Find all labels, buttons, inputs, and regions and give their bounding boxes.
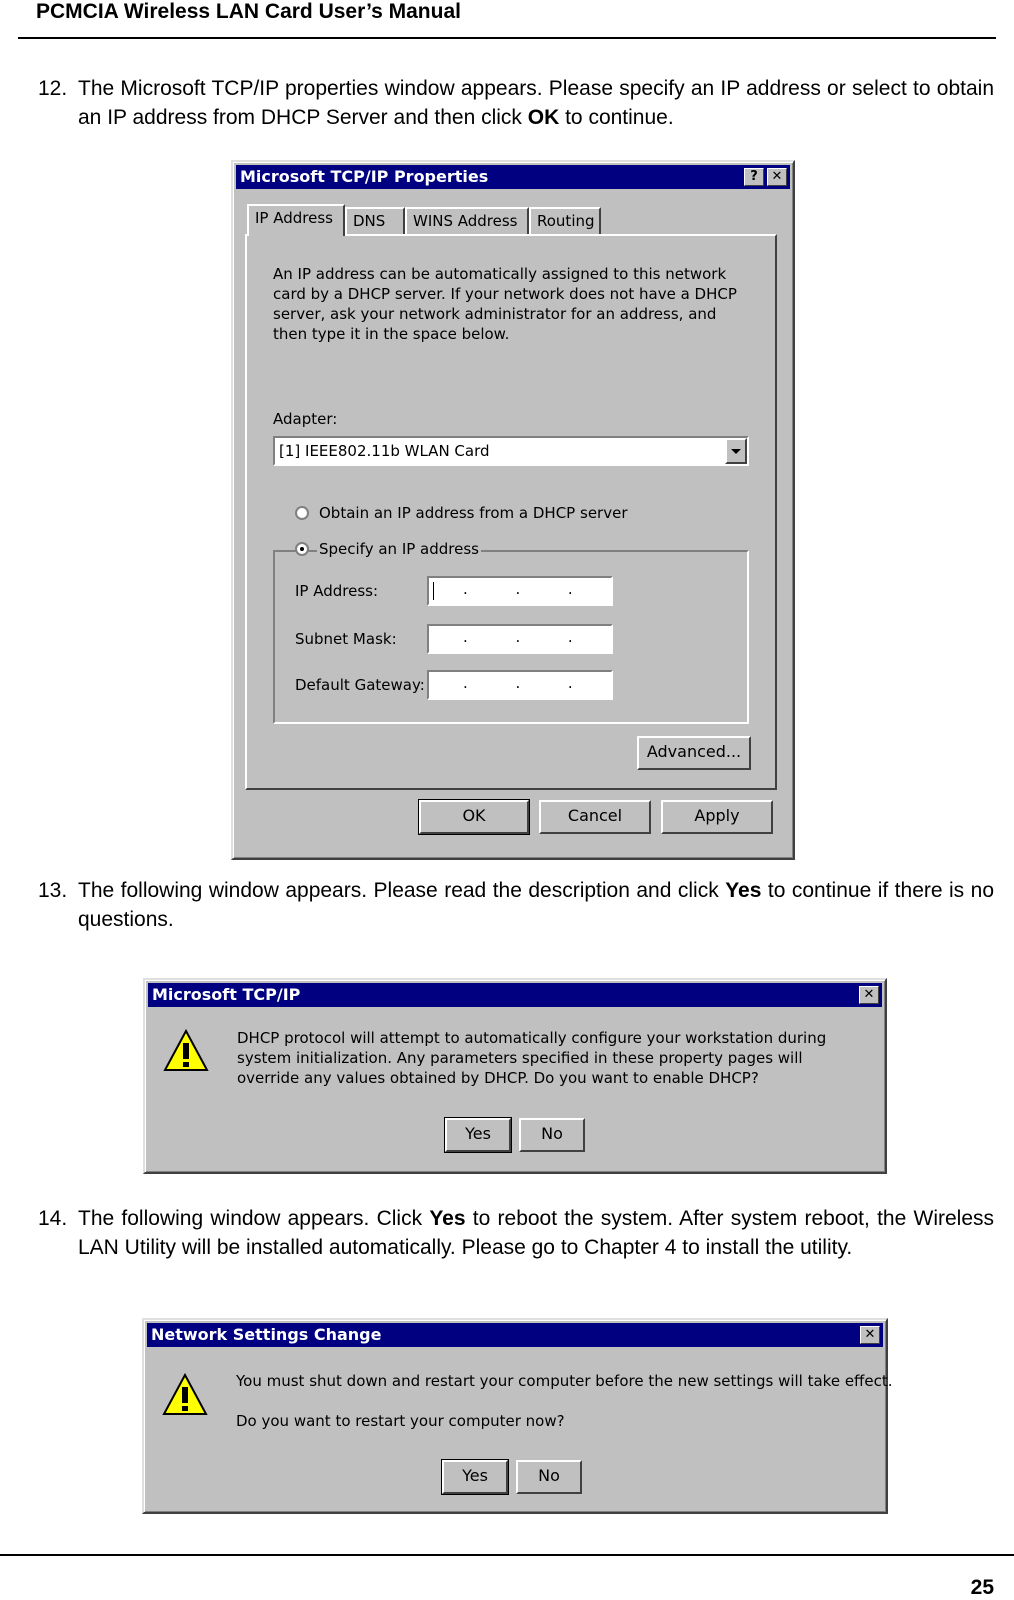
cancel-button[interactable]: Cancel <box>539 800 651 834</box>
step-12 <box>38 74 994 132</box>
tab-dns[interactable]: DNS <box>345 207 405 235</box>
close-button[interactable]: ✕ <box>767 168 787 186</box>
subnet-mask-dots: . . . <box>463 628 573 646</box>
radio-obtain-dhcp[interactable] <box>295 506 309 520</box>
step-14 <box>38 1204 994 1262</box>
dialog-title: Microsoft TCP/IP Properties <box>240 167 489 186</box>
no-button[interactable]: No <box>519 1118 585 1152</box>
radio-specify-ip-label[interactable]: Specify an IP address <box>319 540 479 558</box>
chevron-down-icon[interactable] <box>725 438 747 464</box>
radio-specify-ip[interactable] <box>295 542 309 556</box>
ip-address-label: IP Address: <box>295 582 379 600</box>
restart-message-1: You must shut down and restart your computer before the new settings will take effect. <box>236 1372 893 1390</box>
tab-panel <box>245 234 777 790</box>
adapter-label: Adapter: <box>273 410 338 428</box>
step-text: The following window appears. Please read the description and click Yes to continue if there is no questions. <box>78 879 995 931</box>
running-header: PCMCIA Wireless LAN Card User’s Manual <box>36 0 461 23</box>
default-gateway-dots: . . . <box>463 674 573 692</box>
step-number: 14. <box>38 1207 68 1230</box>
step-number: 13. <box>38 879 68 902</box>
radio-obtain-dhcp-label[interactable]: Obtain an IP address from a DHCP server <box>319 504 628 522</box>
adapter-value: [1] IEEE802.11b WLAN Card <box>279 442 490 460</box>
title-bar <box>147 1323 883 1347</box>
step-text: The Microsoft TCP/IP properties window appears. Please specify an IP address or select to obtain an IP address from DHCP Server and then click OK to continue. <box>78 77 994 129</box>
dhcp-confirm-dialog <box>143 978 887 1174</box>
warning-icon <box>162 1372 208 1418</box>
close-button[interactable]: ✕ <box>860 1326 880 1344</box>
yes-button[interactable]: Yes <box>442 1460 508 1494</box>
dialog-title: Microsoft TCP/IP <box>152 985 301 1004</box>
tab-wins-address[interactable]: WINS Address <box>405 207 529 235</box>
apply-button[interactable]: Apply <box>661 800 773 834</box>
adapter-select[interactable] <box>273 436 749 466</box>
dialog-title: Network Settings Change <box>151 1325 382 1344</box>
title-bar <box>236 165 790 189</box>
description-text: An IP address can be automatically assigned to this network card by a DHCP server. If your network does not have a DHCP server, ask your network administrator for an address, and then type it in the space below. <box>273 265 737 343</box>
restart-message-2: Do you want to restart your computer now? <box>236 1412 565 1430</box>
step-13 <box>38 876 994 934</box>
ok-button[interactable]: OK <box>419 800 529 834</box>
step-number: 12. <box>38 77 68 100</box>
yes-button[interactable]: Yes <box>445 1118 511 1152</box>
title-bar <box>148 983 882 1007</box>
header-rule <box>18 37 996 39</box>
step-text: The following window appears. Click Yes to reboot the system. After system reboot, the Wireless LAN Utility will be installed automatically. Please go to Chapter 4 to install the utility. <box>78 1207 995 1259</box>
tab-routing[interactable]: Routing <box>529 207 601 235</box>
ip-address-dots: . . . <box>463 580 573 598</box>
no-button[interactable]: No <box>516 1460 582 1494</box>
default-gateway-input[interactable] <box>427 670 613 700</box>
warning-icon <box>163 1028 209 1074</box>
text-cursor <box>433 582 434 600</box>
footer-rule <box>0 1554 1014 1556</box>
close-button[interactable]: ✕ <box>859 986 879 1004</box>
network-settings-change-dialog <box>142 1318 893 1514</box>
subnet-mask-input[interactable] <box>427 624 613 654</box>
page-number: 25 <box>970 1576 994 1599</box>
tab-ip-address[interactable]: IP Address <box>247 204 345 236</box>
subnet-mask-label: Subnet Mask: <box>295 630 397 648</box>
help-button[interactable]: ? <box>744 168 764 186</box>
tcpip-properties-dialog <box>231 160 795 860</box>
dhcp-message: DHCP protocol will attempt to automatically configure your workstation during system initialization. Any parameters specified in these property pages will override any values obtained by DHCP. Do you want to enable DHCP? <box>237 1029 827 1087</box>
default-gateway-label: Default Gateway: <box>295 676 425 694</box>
advanced-button[interactable]: Advanced... <box>637 736 751 770</box>
ip-address-input[interactable] <box>427 576 613 606</box>
